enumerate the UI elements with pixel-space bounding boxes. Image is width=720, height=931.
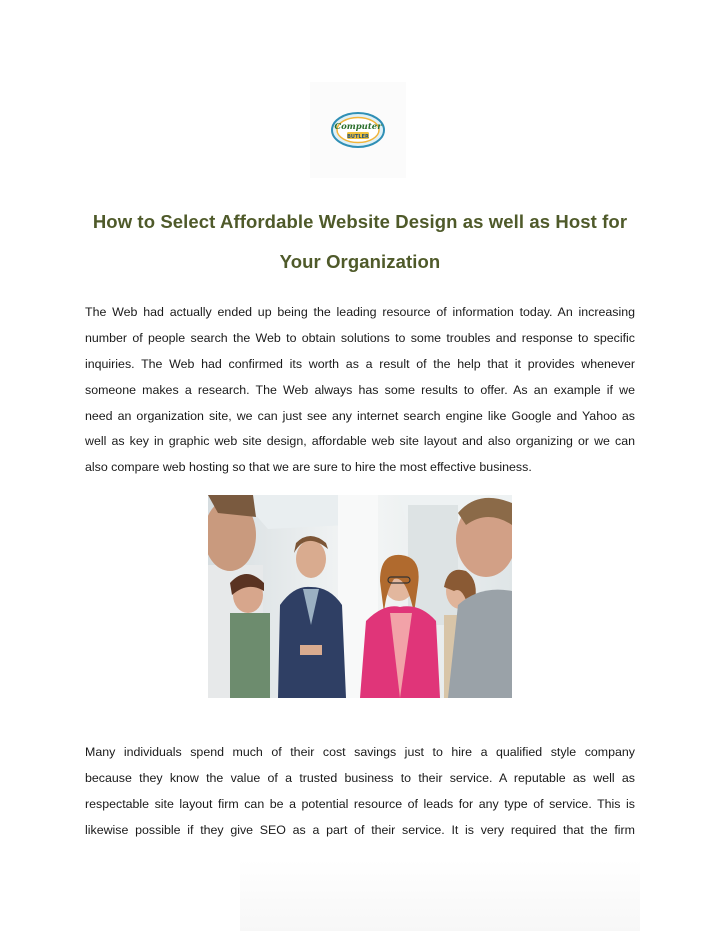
paragraph-1 <box>85 300 635 481</box>
paragraph-line: also compare web hosting so that we are sure to hire the most effective business. <box>85 460 532 475</box>
svg-text:Computer: Computer <box>334 122 382 132</box>
page-bottom-shade <box>240 860 640 931</box>
paragraph-line: because they know the value of a trusted business to their service. A reputable as well as <box>85 770 635 785</box>
computer-butler-logo <box>330 110 386 150</box>
paragraph-line: The Web had actually ended up being the leading resource of information today. An increasing <box>85 305 635 319</box>
paragraph-line: inquiries. The Web had confirmed its worth as a result of the help that it provides whenever <box>85 356 635 371</box>
page-title-line-1: How to Select Affordable Website Design as well as Host for <box>92 211 628 232</box>
paragraph-line: respectable site layout firm can be a potential resource of leads for any type of service. This is <box>85 796 635 811</box>
paragraph-line: someone makes a research. The Web always has some results to offer. As an example if we <box>85 382 635 397</box>
paragraph-line: number of people search the Web to obtain solutions to some troubles and response to specific <box>85 330 635 345</box>
page-title-line-2: Your Organization <box>279 251 441 272</box>
paragraph-line: need an organization site, we can just see any internet search engine like Google and Yahoo as <box>85 408 635 423</box>
paragraph-line: likewise possible if they give SEO as a part of their service. It is very required that the firm <box>85 822 635 837</box>
svg-text:BUTLER: BUTLER <box>347 133 369 140</box>
office-team-photo <box>208 495 512 698</box>
team-photo-illustration <box>208 495 512 698</box>
paragraph-2 <box>85 740 635 844</box>
paragraph-line: well as key in graphic web site design, affordable web site layout and also organizing or we can <box>85 434 635 449</box>
paragraph-line: Many individuals spend much of their cost savings just to hire a qualified style company <box>85 745 635 759</box>
logo-area <box>310 82 406 178</box>
